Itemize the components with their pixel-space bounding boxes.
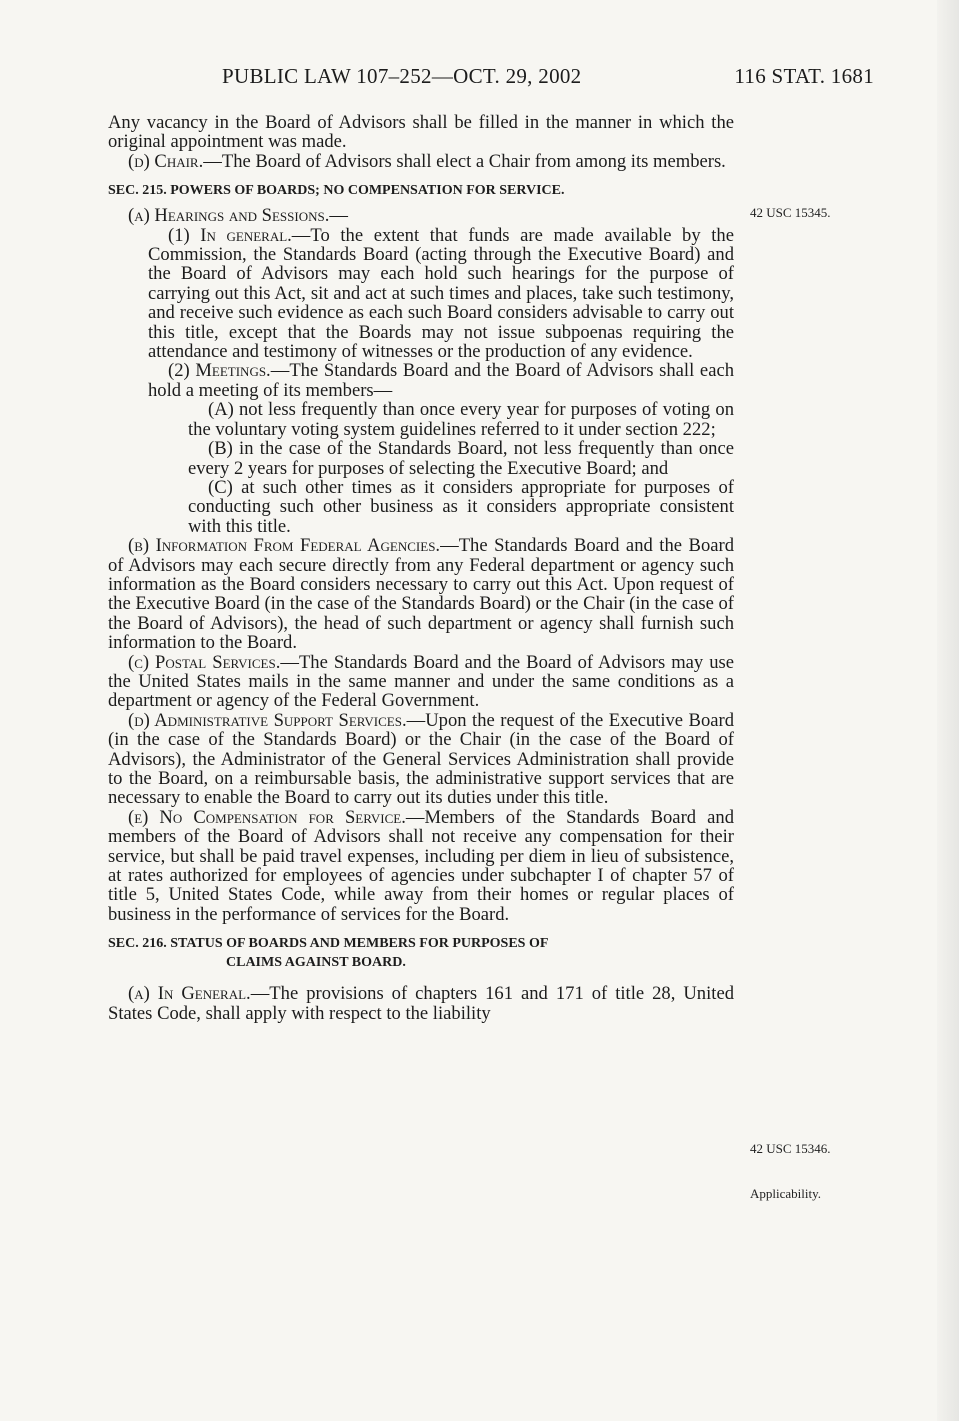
subsection-e-body: Members of the Standards Board and members of the Board of Advisors shall not receive any compensation for their service, but shall be paid travel expenses, including per diem in lieu of subsistence, at rates authorized for employees of agencies under subchapter I of chapter 57 of title 5, United States Code, while away from their homes or regular places of business in the performance of services for the Board. [108,806,735,925]
section-216-subsection-a-body: The provisions of chapters 161 and 171 of title 28, United States Code, shall apply with respect to the liability [108,983,734,1024]
vacancy-paragraph: Any vacancy in the Board of Advisors shall be filled in the manner in which the original appointment was made. [108,112,734,153]
section-216-heading-line1: SEC. 216. STATUS OF BOARDS AND MEMBERS FOR PURPOSES OF [108,936,549,952]
margin-note-42-usc-15346: 42 USC 15346. [750,1141,831,1156]
margin-note-42-usc-15345: 42 USC 15345. [750,205,831,220]
subsection-c [108,653,734,711]
clause-a2C: (C) at such other times as it considers appropriate for purposes of conducting such other business as it considers appropriate consistent with this title. [188,476,734,537]
paragraph-a2-body: The Standards Board and the Board of Advisors shall each hold a meeting of its members— [148,360,734,401]
page-edge-shadow [937,0,959,1421]
section-216-subsection-a [108,984,734,1023]
paragraph-a2-heading: (2) Meetings.— [168,360,290,382]
subsection-b-heading: (b) Information From Federal Agencies.— [128,535,459,557]
paragraph-a2 [108,361,734,400]
clause-a2B: (B) in the case of the Standards Board, not less frequently than once every 2 years for purposes of selecting the Executive Board; and [188,438,734,479]
clause-a2A: (A) not less frequently than once every year for purposes of voting on the voluntary voting system guidelines referred to it under section 222; [188,399,734,440]
page-header [222,64,874,94]
subsection-a-heading: (a) Hearings and Sessions.— [128,205,348,227]
public-law-citation: PUBLIC LAW 107–252—OCT. 29, 2002 [222,64,582,88]
subsection-c-heading: (c) Postal Services.— [128,651,299,673]
chair-body: The Board of Advisors shall elect a Chair from among its members. [221,150,726,172]
subsection-d-heading: (d) Administrative Support Services.— [128,709,426,731]
paragraph-a1-heading: (1) In general.— [168,224,311,246]
paragraph-a1-body: To the extent that funds are made available by the Commission, the Standards Board (acting through the Executive Board) and the Board of Advisors may each hold such hearings for the purpose of carrying out this Act, sit and act at such times and places, take such testimony, and receive such evidence as each such Board considers advisable to carry out this title, except that the Boards may not issue subpoenas requiring the attendance and testimony of witnesses or the production of any evidence. [148,224,734,363]
subsection-d-body: Upon the request of the Executive Board (in the case of the Standards Board) or the Chair (in the case of the Board of Advisors), the Administrator of the General Services Administration shall provide to the Board, on a reimbursable basis, the administrative support services that are necessary to enable the Board to carry out its duties under this title. [108,709,734,809]
section-216-subsection-a-heading: (a) In General.— [128,983,270,1005]
subsection-c-body: The Standards Board and the Board of Advisors may use the United States mails in the same manner and under the same conditions as a department or agency of the Federal Government. [108,651,734,712]
margin-note-applicability: Applicability. [750,1186,822,1201]
subsection-b-body: The Standards Board and the Board of Advisors may each secure directly from any Federal department or agency such information as the Board considers necessary to carry out this Act. Upon request of the Executive Board (in the case of the Standards Board) or the Chair (in the case of the Board of Advisors), the head of such department or agency shall furnish such information to the Board. [108,535,734,654]
statute-page-number: 116 STAT. 1681 [734,64,874,88]
section-216-heading-line2: CLAIMS AGAINST BOARD. [226,955,406,971]
chair-paragraph [108,152,734,171]
statute-body [108,113,734,1023]
subsection-e-heading: (e) No Compensation for Service.— [128,806,425,828]
subsection-d [108,711,734,808]
subsection-b [108,536,734,652]
subsection-e [108,808,734,924]
chair-heading: (d) Chair.— [128,150,222,172]
section-215-heading: SEC. 215. POWERS OF BOARDS; NO COMPENSATION FOR SERVICE. [108,183,565,199]
section-216-heading [108,934,734,972]
paragraph-a1 [108,226,734,362]
